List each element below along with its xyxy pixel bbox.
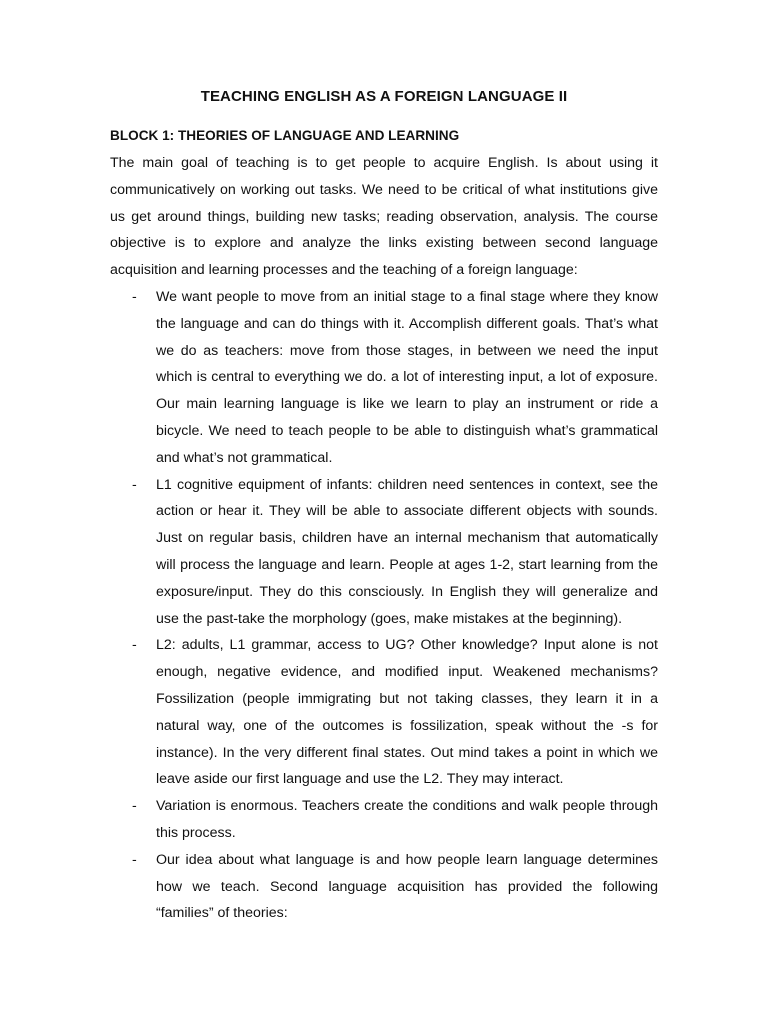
list-item — [110, 847, 658, 927]
bullet-dash: - — [132, 851, 137, 868]
bullet-dash: - — [132, 637, 137, 654]
bullet-dash: - — [132, 289, 137, 305]
bullet-text: Variation is enormous. Teachers create the conditions and walk people through this process. — [156, 798, 658, 841]
bullet-text: Our idea about what language is and how people learn language determines how we teach. Second language acquisition has provided the following “families” of theories: — [156, 851, 658, 922]
bullet-text: L2: adults, L1 grammar, access to UG? Other knowledge? Input alone is not enough, negative evidence, and modified input. Weakened mechanisms? Fossilization (people immigrating but not taking classes, they learn it in a natural way, one of the outcomes is fossilization, speak without the -s for instance). In the very different final states. Out mind takes a point in which we leave aside our first language and use the L2. They may interact. — [156, 637, 658, 788]
section-heading: BLOCK 1: THEORIES OF LANGUAGE AND LEARNING — [110, 128, 460, 143]
list-item — [110, 472, 658, 633]
bullet-dash: - — [132, 798, 137, 815]
intro-paragraph: The main goal of teaching is to get people to acquire English. Is about using it communicatively on working out tasks. We need to be critical of what institutions give us get around things, building new tasks; reading observation, analysis. The course objective is to explore and analyze the links existing between second language acquisition and learning processes and the teaching of a foreign language: — [110, 155, 658, 279]
bullet-list — [110, 284, 658, 927]
bullet-dash: - — [132, 476, 137, 493]
list-item — [110, 793, 658, 847]
bullet-text: L1 cognitive equipment of infants: children need sentences in context, see the action or hear it. They will be able to associate different objects with sounds. Just on regular basis, children have an internal mechanism that automatically will process the language and learn. People at ages 1-2, start learning from the exposure/input. They do this consciously. In English they will generalize and use the past-take the morphology (goes, make mistakes at the beginning). — [156, 476, 658, 627]
bullet-text: We want people to move from an initial stage to a final stage where they know the language and can do things with it. Accomplish different goals. That’s what we do as teachers: move from those stages, in between we need the input which is central to everything we do. a lot of interesting input, a lot of exposure. Our main learning language is like we learn to play an instrument or ride a bicycle. We need to teach people to be able to distinguish what’s grammatical and what’s not grammatical. — [156, 289, 658, 466]
document-title: TEACHING ENGLISH AS A FOREIGN LANGUAGE II — [200, 88, 568, 105]
list-item — [110, 632, 658, 793]
list-item — [110, 284, 658, 472]
